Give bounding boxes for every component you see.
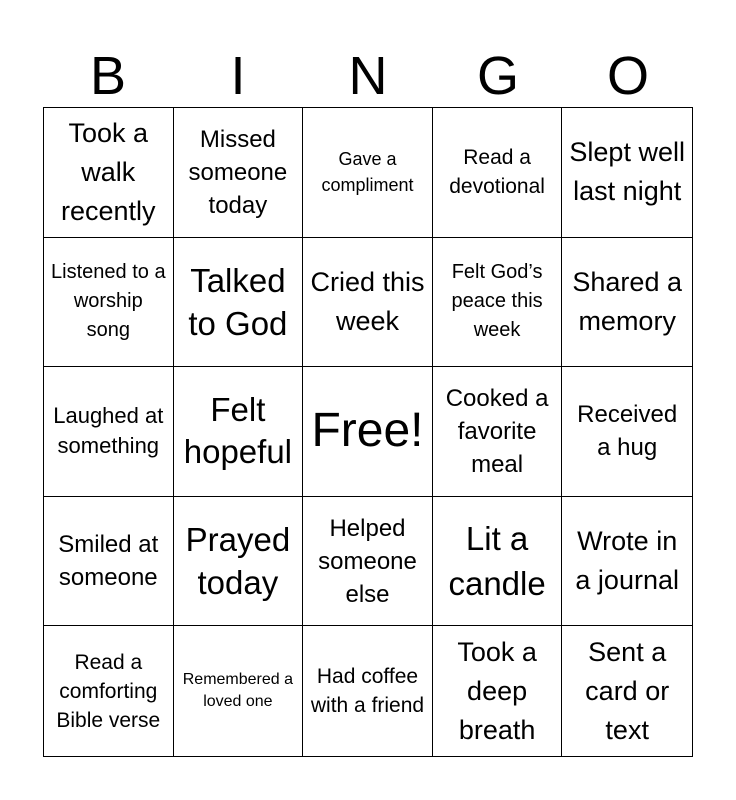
- header-letter-o: O: [606, 46, 649, 106]
- bingo-cell[interactable]: [303, 497, 433, 627]
- cell-text: Prayed today: [185, 521, 291, 602]
- bingo-cell[interactable]: [303, 238, 433, 368]
- bingo-cell[interactable]: [174, 238, 304, 368]
- bingo-cell[interactable]: [174, 626, 304, 756]
- cell-text: Sent a card or text: [585, 636, 670, 745]
- cell-text: Read a devotional: [449, 146, 545, 199]
- cell-text: Laughed at something: [53, 403, 164, 459]
- cell-text: Remembered a loved one: [182, 671, 294, 711]
- bingo-cell[interactable]: [174, 367, 304, 497]
- cell-text: Cried this week: [310, 266, 425, 336]
- bingo-cell[interactable]: [433, 108, 563, 238]
- cell-text: Read a comforting Bible verse: [56, 650, 161, 732]
- cell-text: Gave a compliment: [321, 149, 414, 196]
- cell-text: Talked to God: [188, 261, 288, 342]
- header-letter-g: G: [476, 46, 519, 106]
- cell-text: Smiled at someone: [58, 531, 159, 592]
- bingo-cell[interactable]: [44, 626, 174, 756]
- bingo-cell[interactable]: [562, 367, 692, 497]
- bingo-cell[interactable]: [174, 108, 304, 238]
- bingo-board: [43, 107, 693, 757]
- bingo-cell[interactable]: [44, 108, 174, 238]
- cell-text: Wrote in a journal: [575, 526, 679, 596]
- cell-text: Listened to a worship song: [51, 261, 166, 342]
- cell-text: Cooked a favorite meal: [445, 384, 549, 478]
- cell-text: Missed someone today: [188, 125, 288, 219]
- cell-text: Lit a candle: [448, 520, 546, 603]
- cell-text: Shared a memory: [572, 266, 682, 336]
- header-letter-b: B: [89, 46, 127, 106]
- cell-text: Helped someone else: [318, 514, 417, 608]
- bingo-cell[interactable]: [303, 626, 433, 756]
- bingo-cell[interactable]: [433, 626, 563, 756]
- bingo-header: [43, 44, 693, 108]
- bingo-cell[interactable]: [562, 626, 692, 756]
- cell-text: Felt God’s peace this week: [451, 261, 543, 342]
- cell-text: Received a hug: [577, 401, 678, 462]
- header-letter-n: N: [348, 46, 388, 106]
- bingo-cell[interactable]: [433, 367, 563, 497]
- cell-text: Felt hopeful: [183, 391, 293, 471]
- cell-text: Had coffee with a friend: [310, 665, 425, 718]
- bingo-cell[interactable]: [433, 238, 563, 368]
- cell-text: Free!: [311, 404, 424, 458]
- bingo-cell[interactable]: [562, 108, 692, 238]
- bingo-cell[interactable]: [44, 367, 174, 497]
- bingo-cell[interactable]: [562, 238, 692, 368]
- bingo-cell[interactable]: [433, 497, 563, 627]
- bingo-cell[interactable]: [44, 497, 174, 627]
- header-letter-i: I: [230, 46, 246, 106]
- cell-text: Took a walk recently: [61, 117, 156, 226]
- bingo-cell[interactable]: [44, 238, 174, 368]
- bingo-cell[interactable]: [174, 497, 304, 627]
- bingo-cell[interactable]: [303, 108, 433, 238]
- bingo-cell[interactable]: [562, 497, 692, 627]
- cell-text: Slept well last night: [569, 137, 685, 207]
- free-space[interactable]: [303, 367, 433, 497]
- cell-text: Took a deep breath: [457, 636, 537, 745]
